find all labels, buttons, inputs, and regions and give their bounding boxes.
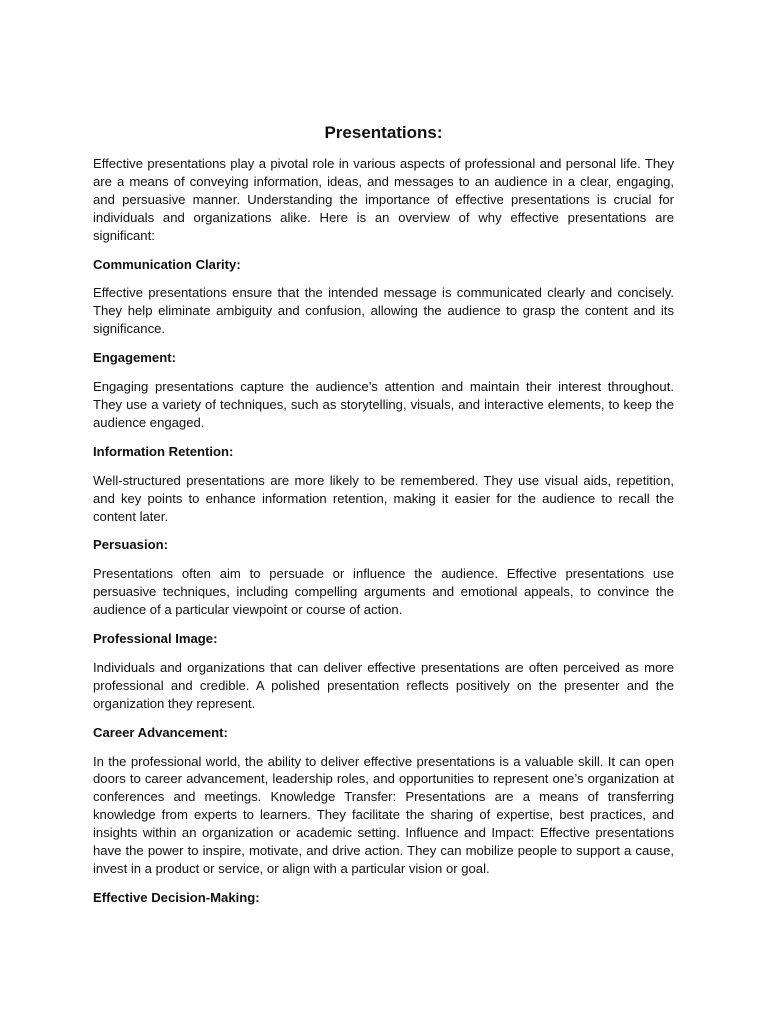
section-heading-information-retention: Information Retention: <box>93 443 234 459</box>
section-heading-professional-image: Professional Image: <box>93 631 218 647</box>
section-heading-career-advancement: Career Advancement: <box>93 724 228 740</box>
section-heading-communication-clarity: Communication Clarity: <box>93 256 241 272</box>
section-body-information-retention: Well-structured presentations are more likely to be remembered. They use visual aids, repetition, and key points to enhance information retention, making it easier for the audience to recall the content later. <box>93 472 674 524</box>
section-body-career-advancement: In the professional world, the ability to deliver effective presentations is a valuable skill. It can open doors to career advancement, leadership roles, and opportunities to represent one’s organization at conferences and meetings. Knowledge Transfer: Presentations are a means of transferring knowledge from experts to learners. They facilitate the sharing of expertise, best practices, and insights within an organization or academic setting. Influence and Impact: Effective presentations have the power to inspire, motivate, and drive action. They can mobilize people to support a cause, invest in a product or service, or align with a particular vision or goal. <box>93 753 674 876</box>
section-body-persuasion: Presentations often aim to persuade or influence the audience. Effective presentations use persuasive techniques, including compelling arguments and emotional appeals, to convince the audience of a particular viewpoint or course of action. <box>93 566 674 618</box>
section-body-professional-image: Individuals and organizations that can deliver effective presentations are often perceived as more professional and credible. A polished presentation reflects positively on the presenter and the organization they represent. <box>93 659 674 711</box>
section-body-engagement: Engaging presentations capture the audience’s attention and maintain their interest throughout. They use a variety of techniques, such as storytelling, visuals, and interactive elements, to keep the audience engaged. <box>93 379 674 430</box>
section-heading-engagement: Engagement: <box>93 350 176 366</box>
document-content <box>93 155 674 918</box>
section-heading-effective-decision-making: Effective Decision-Making: <box>93 889 260 905</box>
intro-paragraph: Effective presentations play a pivotal role in various aspects of professional and personal life. They are a means of conveying information, ideas, and messages to an audience in a clear, engaging, and persuasive manner. Understanding the importance of effective presentations is crucial for individuals and organizations alike. Here is an overview of why effective presentations are significant: <box>93 156 674 243</box>
section-heading-persuasion: Persuasion: <box>93 537 168 553</box>
section-body-communication-clarity: Effective presentations ensure that the intended message is communicated clearly and concisely. They help eliminate ambiguity and confusion, allowing the audience to grasp the content and its significance. <box>93 285 674 337</box>
page-title: Presentations: <box>324 123 443 142</box>
